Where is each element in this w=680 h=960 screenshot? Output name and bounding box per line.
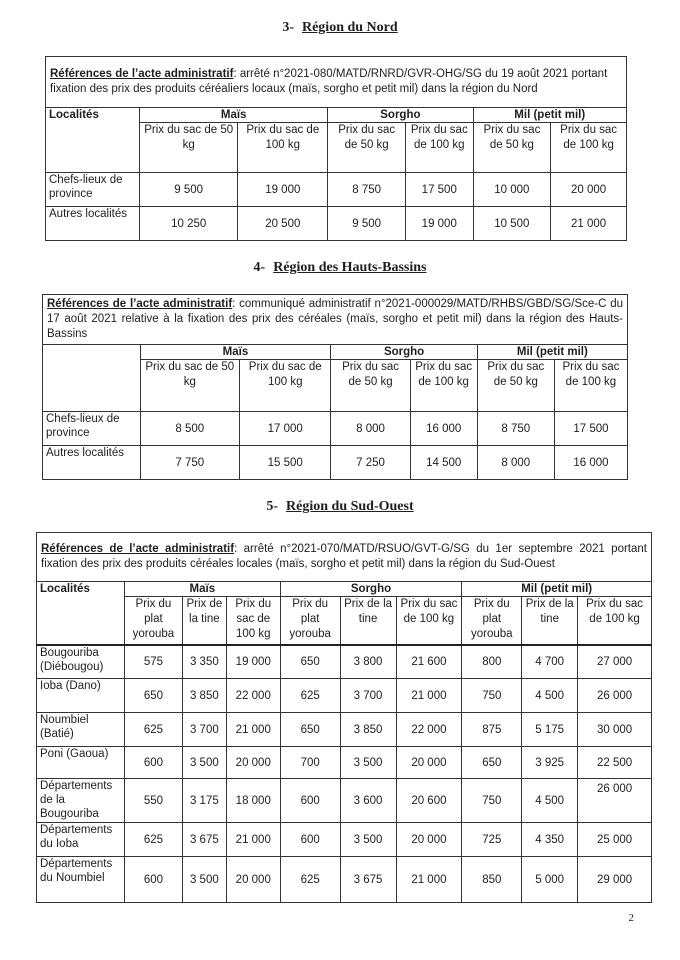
localite-cell: Départements du Noumbiel	[37, 857, 125, 903]
value-cell: 9 500	[140, 173, 238, 207]
value-cell: 3 700	[182, 713, 226, 747]
value-cell: 725	[462, 823, 522, 857]
value-cell: 3 675	[182, 823, 226, 857]
value-cell: 650	[280, 645, 340, 679]
value-cell: 600	[124, 857, 182, 903]
localite-cell: Poni (Gaoua)	[37, 747, 125, 779]
localite-cell: Autres localités	[43, 446, 141, 480]
value-cell: 750	[462, 779, 522, 823]
value-cell: 4 700	[522, 645, 578, 679]
column-header: Prix du plat yorouba	[462, 597, 522, 645]
localite-cell: Ioba (Dano)	[37, 679, 125, 713]
value-cell: 8 500	[140, 412, 240, 446]
reference-label: Références de l’acte administratif	[47, 297, 233, 310]
table-row	[37, 823, 652, 857]
localite-cell: Bougouriba (Diébougou)	[37, 645, 125, 679]
value-cell: 5 175	[522, 713, 578, 747]
column-header: Prix du sac de 100 kg	[410, 360, 477, 412]
column-header: Prix du sac de 50 kg	[328, 123, 406, 173]
column-header: Prix du plat yorouba	[280, 597, 340, 645]
column-header: Prix de la tine	[340, 597, 396, 645]
table-row	[37, 679, 652, 713]
localite-cell: Autres localités	[46, 207, 140, 241]
table-row	[37, 857, 652, 903]
reference-text: : arrêté n°2021-070/MATD/RSUO/GVT-G/SG du 1er septembre 2021 portant fixation des prix des produits céréales locales (maïs, sorgho et petit mil) dans la région du Sud-Ouest	[41, 542, 647, 570]
section-name: Région du Sud-Ouest	[286, 499, 414, 514]
value-cell: 30 000	[578, 713, 652, 747]
value-cell: 575	[124, 645, 182, 679]
value-cell: 27 000	[578, 645, 652, 679]
value-cell: 17 000	[240, 412, 331, 446]
value-cell: 3 175	[182, 779, 226, 823]
column-header: Prix du sac de 100 kg	[396, 597, 462, 645]
price-table-nord	[45, 56, 627, 241]
group-header-sorgho: Sorgho	[280, 582, 462, 597]
value-cell: 3 675	[340, 857, 396, 903]
value-cell: 9 500	[328, 207, 406, 241]
value-cell: 875	[462, 713, 522, 747]
value-cell: 19 000	[406, 207, 474, 241]
value-cell: 20 000	[396, 747, 462, 779]
value-cell: 19 000	[226, 645, 280, 679]
value-cell: 4 500	[522, 779, 578, 823]
value-cell: 3 600	[340, 779, 396, 823]
value-cell: 8 750	[328, 173, 406, 207]
localite-cell: Chefs-lieux de province	[43, 412, 141, 446]
value-cell: 20 600	[396, 779, 462, 823]
price-table-sud-ouest	[36, 532, 652, 903]
value-cell: 625	[280, 857, 340, 903]
table-row	[37, 645, 652, 679]
value-cell: 3 350	[182, 645, 226, 679]
localite-cell: Départements du Ioba	[37, 823, 125, 857]
value-cell: 4 500	[522, 679, 578, 713]
column-header: Prix du sac de 50 kg	[331, 360, 410, 412]
column-header: Prix du sac de 100 kg	[578, 597, 652, 645]
reference-cell	[37, 533, 652, 582]
value-cell: 3 500	[340, 747, 396, 779]
column-header: Prix du plat yorouba	[124, 597, 182, 645]
value-cell: 4 350	[522, 823, 578, 857]
value-cell: 10 000	[473, 173, 551, 207]
section-name: Région des Hauts-Bassins	[273, 260, 427, 275]
reference-label: Références de l’acte administratif	[41, 542, 235, 555]
value-cell: 21 000	[551, 207, 627, 241]
value-cell: 8 000	[331, 412, 410, 446]
table-row	[43, 446, 628, 480]
value-cell: 21 000	[226, 823, 280, 857]
section-name: Région du Nord	[301, 20, 398, 35]
value-cell: 650	[280, 713, 340, 747]
section-title-sud-ouest	[0, 499, 680, 515]
column-header: Prix de la tine	[182, 597, 226, 645]
value-cell: 600	[280, 823, 340, 857]
value-cell: 10 250	[140, 207, 238, 241]
group-header-mais: Maïs	[140, 345, 331, 360]
value-cell: 3 850	[182, 679, 226, 713]
value-cell: 20 500	[238, 207, 328, 241]
localites-header: Localités	[37, 582, 125, 645]
value-cell: 21 000	[396, 857, 462, 903]
value-cell: 21 000	[226, 713, 280, 747]
value-cell: 7 750	[140, 446, 240, 480]
reference-label: Références de l’acte administratif	[50, 67, 234, 80]
table-row	[37, 747, 652, 779]
value-cell: 22 500	[578, 747, 652, 779]
column-header: Prix de la tine	[522, 597, 578, 645]
group-header-mil: Mil (petit mil)	[473, 108, 626, 123]
value-cell: 3 500	[182, 747, 226, 779]
value-cell: 29 000	[578, 857, 652, 903]
value-cell: 850	[462, 857, 522, 903]
price-table-hauts-bassins	[42, 294, 628, 480]
column-header: Prix du sac de 50 kg	[477, 360, 554, 412]
column-header: Prix du sac de 100 kg	[554, 360, 627, 412]
section-number: 4-	[253, 260, 266, 275]
value-cell: 625	[124, 713, 182, 747]
section-number: 3-	[282, 20, 294, 35]
column-header: Prix du sac de 100 kg	[406, 123, 474, 173]
localite-cell: Chefs-lieux de province	[46, 173, 140, 207]
group-header-sorgho: Sorgho	[331, 345, 477, 360]
value-cell: 3 800	[340, 645, 396, 679]
value-cell: 16 000	[410, 412, 477, 446]
page-number: 2	[628, 912, 634, 924]
value-cell: 3 500	[340, 823, 396, 857]
value-cell: 3 925	[522, 747, 578, 779]
value-cell: 800	[462, 645, 522, 679]
value-cell: 21 600	[396, 645, 462, 679]
reference-text: : arrêté n°2021-080/MATD/RNRD/GVR-OHG/SG du 19 août 2021 portant fixation des prix des produits céréaliers locaux (maïs, sorgho et petit mil) dans la région du Nord	[50, 67, 608, 95]
table-row	[37, 713, 652, 747]
value-cell: 22 000	[396, 713, 462, 747]
value-cell: 20 000	[226, 747, 280, 779]
value-cell: 600	[124, 747, 182, 779]
value-cell: 20 000	[226, 857, 280, 903]
value-cell: 650	[462, 747, 522, 779]
section-number: 5-	[266, 499, 279, 514]
value-cell: 17 500	[406, 173, 474, 207]
value-cell: 14 500	[410, 446, 477, 480]
group-header-mais: Maïs	[140, 108, 328, 123]
value-cell: 3 500	[182, 857, 226, 903]
table-row	[46, 173, 627, 207]
localites-header: Localités	[46, 108, 140, 173]
value-cell: 25 000	[578, 823, 652, 857]
value-cell: 10 500	[473, 207, 551, 241]
value-cell: 3 850	[340, 713, 396, 747]
value-cell: 600	[280, 779, 340, 823]
localite-cell: Départements de la Bougouriba	[37, 779, 125, 823]
section-title-hauts-bassins	[0, 260, 680, 276]
value-cell: 700	[280, 747, 340, 779]
value-cell: 5 000	[522, 857, 578, 903]
table-row	[46, 207, 627, 241]
value-cell: 550	[124, 779, 182, 823]
value-cell: 625	[124, 823, 182, 857]
value-cell: 750	[462, 679, 522, 713]
localite-cell: Noumbiel (Batié)	[37, 713, 125, 747]
value-cell: 20 000	[551, 173, 627, 207]
value-cell: 20 000	[396, 823, 462, 857]
section-title-nord	[0, 20, 680, 36]
reference-text: : communiqué administratif n°2021-000029/MATD/RHBS/GBD/SG/Sce-C du 17 août 2021 relative à la fixation des prix des céréales (maïs, sorgho et petit mil) dans la région des Hauts-Bassins	[47, 297, 623, 340]
table-row	[37, 779, 652, 823]
column-header: Prix du sac de 50 kg	[140, 360, 240, 412]
value-cell: 8 750	[477, 412, 554, 446]
column-header: Prix du sac de 50 kg	[140, 123, 238, 173]
reference-cell	[43, 295, 628, 345]
column-header: Prix du sac de 100 kg	[238, 123, 328, 173]
group-header-sorgho: Sorgho	[328, 108, 473, 123]
value-cell: 17 500	[554, 412, 627, 446]
column-header: Prix du sac de 100 kg	[240, 360, 331, 412]
reference-cell	[46, 57, 627, 108]
value-cell: 16 000	[554, 446, 627, 480]
value-cell: 26 000	[578, 779, 652, 823]
value-cell: 26 000	[578, 679, 652, 713]
value-cell: 625	[280, 679, 340, 713]
value-cell: 21 000	[396, 679, 462, 713]
group-header-mil: Mil (petit mil)	[462, 582, 652, 597]
column-header: Prix du sac de 50 kg	[473, 123, 551, 173]
table-row	[43, 412, 628, 446]
value-cell: 18 000	[226, 779, 280, 823]
group-header-mil: Mil (petit mil)	[477, 345, 627, 360]
value-cell: 22 000	[226, 679, 280, 713]
localites-header	[43, 345, 141, 412]
value-cell: 7 250	[331, 446, 410, 480]
value-cell: 650	[124, 679, 182, 713]
value-cell: 15 500	[240, 446, 331, 480]
value-cell: 8 000	[477, 446, 554, 480]
group-header-mais: Maïs	[124, 582, 280, 597]
column-header: Prix du sac de 100 kg	[551, 123, 627, 173]
column-header: Prix du sac de 100 kg	[226, 597, 280, 645]
value-cell: 3 700	[340, 679, 396, 713]
value-cell: 19 000	[238, 173, 328, 207]
